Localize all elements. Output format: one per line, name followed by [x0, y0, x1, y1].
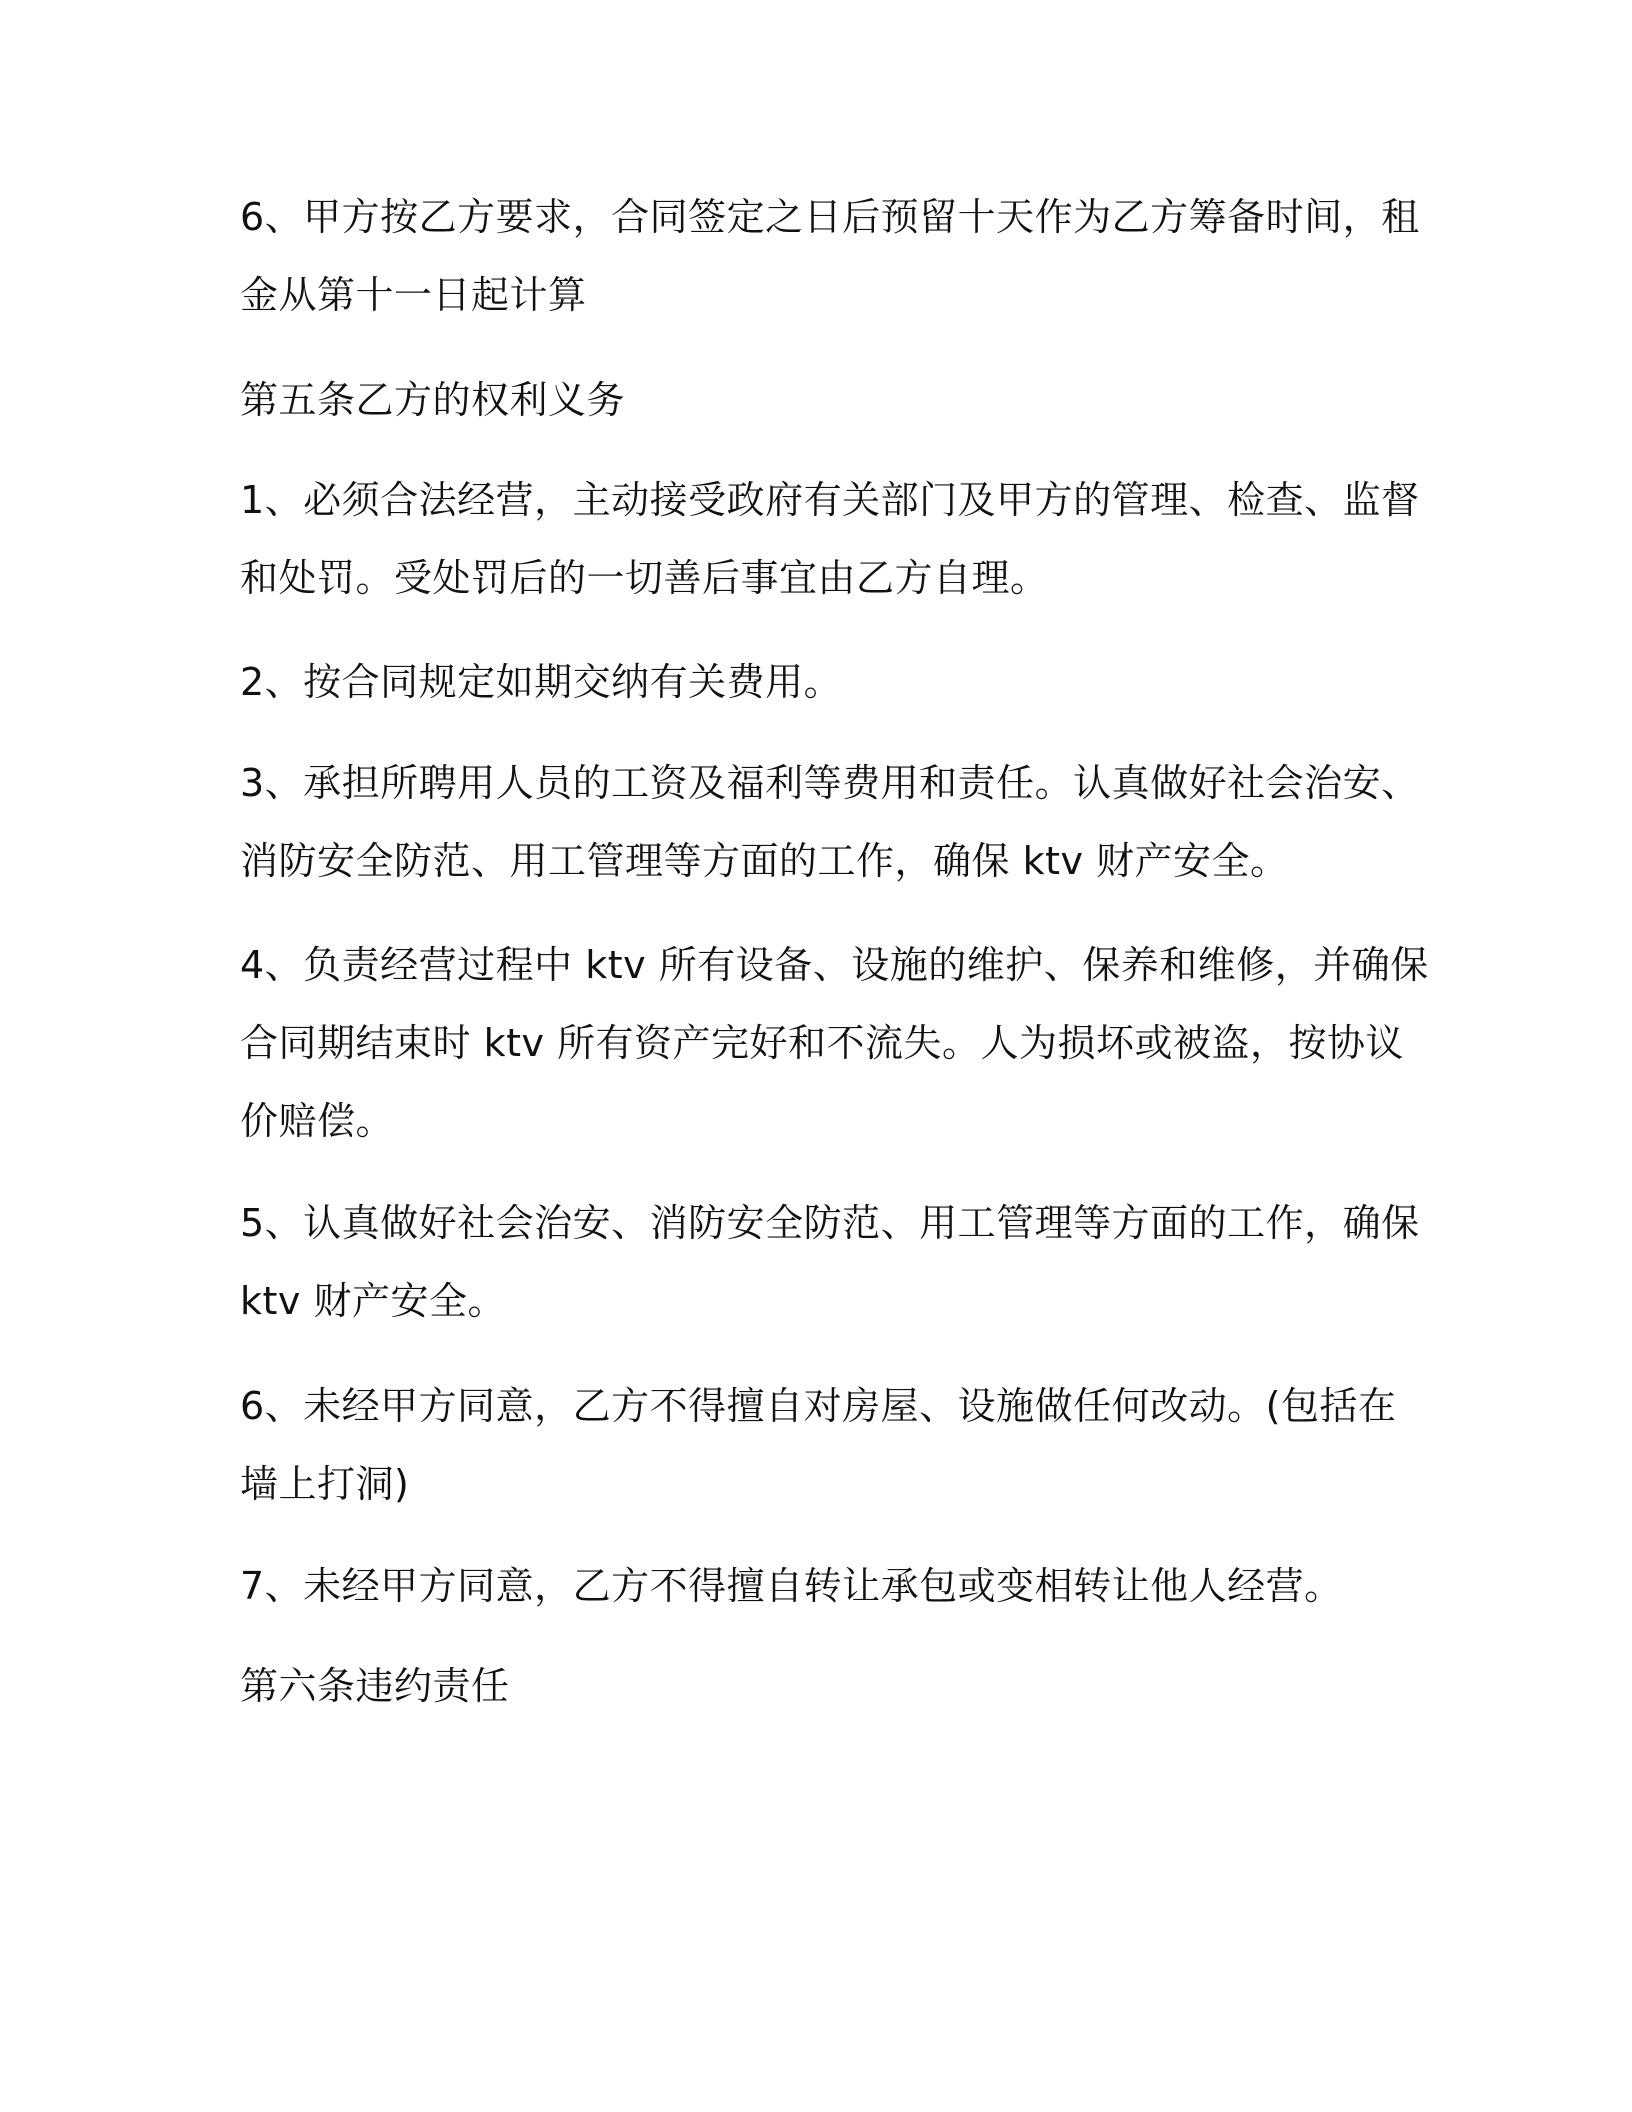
paragraph-item-3: [240, 744, 1420, 900]
text-line: 合同期结束时 ktv 所有资产完好和不流失。人为损坏或被盗，按协议: [240, 1021, 1405, 1065]
paragraph-item-7: [240, 1547, 1400, 1625]
text-line: 6、甲方按乙方要求，合同签定之日后预留十天作为乙方筹备时间，租: [240, 195, 1420, 239]
text-line: 7、未经甲方同意，乙方不得擅自转让承包或变相转让他人经营。: [240, 1564, 1343, 1608]
text-line: 4、负责经营过程中 ktv 所有设备、设施的维护、保养和维修，并确保: [240, 943, 1429, 987]
text-line: ktv 财产安全。: [240, 1279, 506, 1323]
paragraph-item-5: [240, 1184, 1420, 1340]
paragraph-item-1: [240, 461, 1420, 617]
text-line: 3、承担所聘用人员的工资及福利等费用和责任。认真做好社会治安、: [240, 761, 1420, 805]
text-line: 1、必须合法经营，主动接受政府有关部门及甲方的管理、检查、监督: [240, 478, 1420, 522]
text-line: 价赔偿。: [240, 1099, 395, 1143]
text-line: 6、未经甲方同意，乙方不得擅自对房屋、设施做任何改动。(包括在: [240, 1384, 1397, 1428]
text-line: 消防安全防范、用工管理等方面的工作，确保 ktv 财产安全。: [240, 839, 1289, 883]
paragraph-item-6-alterations: [240, 1367, 1400, 1523]
text-line: 第六条违约责任: [240, 1664, 510, 1708]
text-line: 第五条乙方的权利义务: [240, 378, 626, 422]
paragraph-item-4: [240, 926, 1429, 1160]
text-line: 和处罚。受处罚后的一切善后事宜由乙方自理。: [240, 556, 1049, 600]
heading-article-5: [240, 361, 1400, 439]
text-line: 2、按合同规定如期交纳有关费用。: [240, 660, 843, 704]
paragraph-item-2: [240, 643, 1400, 721]
text-line: 墙上打洞): [240, 1462, 410, 1506]
text-line: 金从第十一日起计算: [240, 273, 587, 317]
heading-article-6: [240, 1647, 1400, 1725]
paragraph-item-6-preparation-period: [240, 178, 1420, 334]
text-line: 5、认真做好社会治安、消防安全防范、用工管理等方面的工作，确保: [240, 1201, 1420, 1245]
